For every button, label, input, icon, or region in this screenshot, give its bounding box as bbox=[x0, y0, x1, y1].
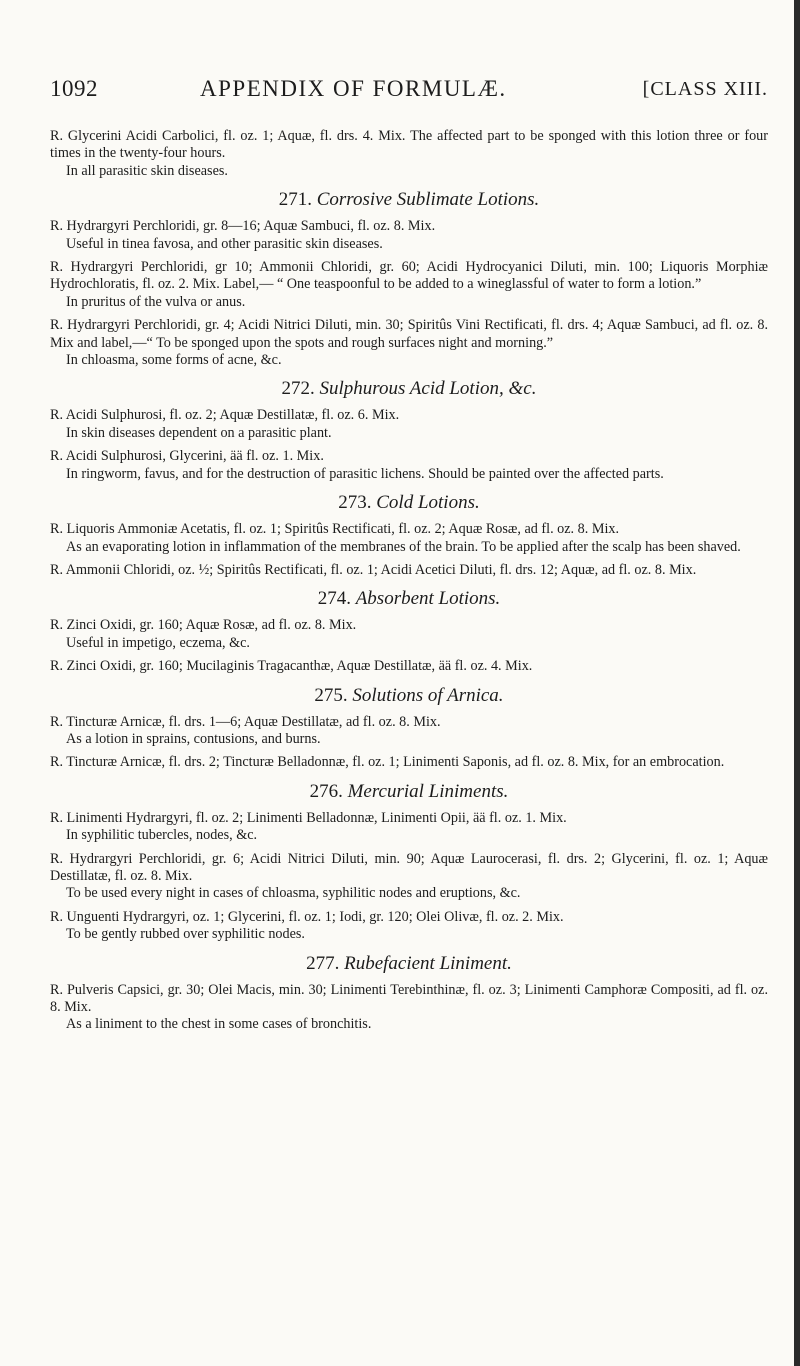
running-header bbox=[50, 76, 768, 108]
section-number: 274. bbox=[317, 588, 351, 610]
usage-note: In chloasma, some forms of acne, &c. bbox=[66, 352, 282, 369]
section-number: 277. bbox=[306, 952, 340, 974]
page-edge-shadow bbox=[794, 0, 800, 1366]
page-body bbox=[50, 122, 768, 1034]
usage-note: In skin diseases dependent on a parasitic plant. bbox=[66, 424, 332, 441]
section-number: 272. bbox=[281, 378, 315, 400]
usage-note: As a liniment to the chest in some cases of bronchitis. bbox=[66, 1016, 372, 1033]
usage-note: In all parasitic skin diseases. bbox=[66, 162, 228, 179]
section-title: Rubefacient Liniment. bbox=[344, 952, 512, 974]
prescription: R. Hydrargyri Perchloridi, gr 10; Ammonii Chloridi, gr. 60; Acidi Hydrocyanici Diluti, min. 100; Liquoris Morphiæ Hydrochloratis, fl. oz. 2. Mix. Label,— “ One teaspoonful to be added to a wineglassful of water to form a lotion.” bbox=[50, 259, 768, 293]
section-heading bbox=[50, 781, 768, 803]
running-title: APPENDIX OF FORMULÆ. bbox=[200, 76, 507, 101]
usage-note: In ringworm, favus, and for the destruction of parasitic lichens. Should be painted over the affected parts. bbox=[66, 465, 664, 482]
section-heading bbox=[50, 685, 768, 707]
prescription: R. Pulveris Capsici, gr. 30; Olei Macis, min. 30; Linimenti Terebinthinæ, fl. oz. 3; Linimenti Camphoræ Compositi, ad fl. oz. 8. Mix. bbox=[50, 981, 768, 1015]
section-title: Corrosive Sublimate Lotions. bbox=[316, 189, 540, 211]
prescription: R. Tincturæ Arnicæ, fl. drs. 2; Tincturæ Belladonnæ, fl. oz. 1; Linimenti Saponis, ad fl. oz. 8. Mix, for an embrocation. bbox=[50, 754, 725, 771]
prescription: R. Liquoris Ammoniæ Acetatis, fl. oz. 1; Spiritûs Rectificati, fl. oz. 2; Aquæ Rosæ, ad fl. oz. 8. Mix. bbox=[50, 521, 620, 538]
section-number: 273. bbox=[338, 492, 372, 514]
usage-note: In pruritus of the vulva or anus. bbox=[66, 293, 246, 310]
prescription: R. Zinci Oxidi, gr. 160; Aquæ Rosæ, ad fl. oz. 8. Mix. bbox=[50, 617, 357, 634]
prescription: R. Unguenti Hydrargyri, oz. 1; Glycerini, fl. oz. 1; Iodi, gr. 120; Olei Olivæ, fl. oz. 2. Mix. bbox=[50, 908, 564, 925]
section-heading bbox=[50, 378, 768, 400]
prescription: R. Acidi Sulphurosi, Glycerini, ää fl. oz. 1. Mix. bbox=[50, 448, 324, 465]
section-heading bbox=[50, 953, 768, 975]
usage-note: As a lotion in sprains, contusions, and burns. bbox=[66, 730, 321, 747]
prescription: R. Hydrargyri Perchloridi, gr. 6; Acidi Nitrici Diluti, min. 90; Aquæ Laurocerasi, fl. drs. 2; Glycerini, fl. oz. 1; Aquæ Destillatæ, fl. oz. 8. Mix. bbox=[50, 850, 768, 884]
usage-note: To be used every night in cases of chloasma, syphilitic nodes and eruptions, &c. bbox=[66, 885, 521, 902]
prescription: R. Linimenti Hydrargyri, fl. oz. 2; Linimenti Belladonnæ, Linimenti Opii, ää fl. oz. 1. Mix. bbox=[50, 809, 567, 826]
section-heading bbox=[50, 189, 768, 211]
usage-note: In syphilitic tubercles, nodes, &c. bbox=[66, 827, 258, 844]
section-number: 275. bbox=[314, 684, 348, 706]
class-label: [CLASS XIII. bbox=[642, 78, 768, 100]
section-title: Cold Lotions. bbox=[376, 492, 480, 514]
section-heading bbox=[50, 492, 768, 514]
section-title: Absorbent Lotions. bbox=[355, 588, 501, 610]
prescription: R. Hydrargyri Perchloridi, gr. 4; Acidi Nitrici Diluti, min. 30; Spiritûs Vini Rectificati, fl. drs. 4; Aquæ Sambuci, ad fl. oz. 8. Mix and label,—“ To be sponged upon the spots and rough surfaces night and morning.” bbox=[50, 317, 768, 351]
prescription: R. Zinci Oxidi, gr. 160; Mucilaginis Tragacanthæ, Aquæ Destillatæ, ää fl. oz. 4. Mix. bbox=[50, 658, 533, 675]
prescription: R. Acidi Sulphurosi, fl. oz. 2; Aquæ Destillatæ, fl. oz. 6. Mix. bbox=[50, 407, 400, 424]
usage-note: Useful in impetigo, eczema, &c. bbox=[66, 634, 250, 651]
section-title: Sulphurous Acid Lotion, &c. bbox=[319, 378, 537, 400]
section-title: Mercurial Liniments. bbox=[347, 780, 509, 802]
section-number: 276. bbox=[309, 780, 343, 802]
prescription: R. Glycerini Acidi Carbolici, fl. oz. 1; Aquæ, fl. drs. 4. Mix. The affected part to be sponged with this lotion three or four times in the twenty-four hours. bbox=[50, 128, 768, 162]
section-title: Solutions of Arnica. bbox=[352, 684, 504, 706]
page-number: 1092 bbox=[50, 76, 98, 101]
prescription: R. Hydrargyri Perchloridi, gr. 8—16; Aquæ Sambuci, fl. oz. 8. Mix. bbox=[50, 218, 436, 235]
section-number: 271. bbox=[278, 189, 312, 211]
usage-note: Useful in tinea favosa, and other parasitic skin diseases. bbox=[66, 235, 383, 252]
usage-note: To be gently rubbed over syphilitic nodes. bbox=[66, 926, 305, 943]
usage-note: As an evaporating lotion in inflammation of the membranes of the brain. To be applied after the scalp has been shaved. bbox=[66, 538, 741, 555]
prescription: R. Ammonii Chloridi, oz. ½; Spiritûs Rectificati, fl. oz. 1; Acidi Acetici Diluti, fl. drs. 12; Aquæ, ad fl. oz. 8. Mix. bbox=[50, 561, 697, 578]
prescription: R. Tincturæ Arnicæ, fl. drs. 1—6; Aquæ Destillatæ, ad fl. oz. 8. Mix. bbox=[50, 713, 441, 730]
section-heading bbox=[50, 588, 768, 610]
